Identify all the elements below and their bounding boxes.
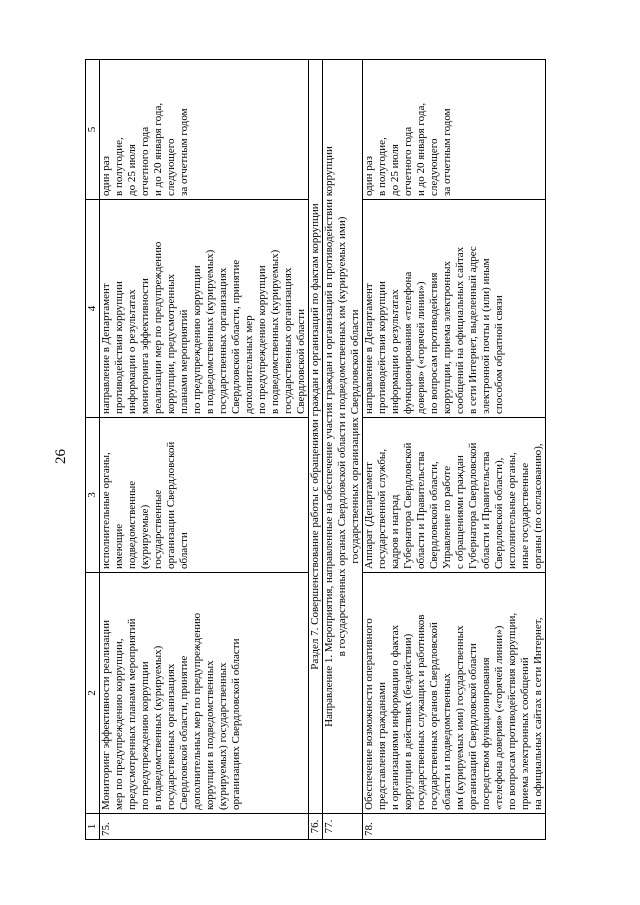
row-number: 78. <box>363 814 546 840</box>
table-row-77 <box>323 60 363 840</box>
deadline-cell: один раз в полугодие, до 25 июля отчетного года и до 20 января года, следующего за отчетным годом <box>363 60 546 200</box>
rotated-table-frame <box>85 60 544 840</box>
row-number: 75. <box>100 814 309 840</box>
result-cell: направление в Департамент противодействия коррупции информации о результатах функционирования «телефона доверия» («горячей линии») по вопросам противодействия коррупции, приема электронных сообщений на официальных сайтах в сети Интернет, выделенный адрес электронной почты и (или) иным способом обратной связи <box>363 200 546 418</box>
table-row-75 <box>100 60 309 840</box>
table-row-78 <box>363 60 546 840</box>
header-col-4: 4 <box>86 200 100 418</box>
header-col-2: 2 <box>86 573 100 814</box>
header-col-5: 5 <box>86 60 100 200</box>
section-title: Раздел 7. Совершенствование работы с обращениями граждан и организаций по фактам коррупции <box>309 60 323 814</box>
direction-title: Направление 1. Мероприятия, направленные на обеспечение участия граждан и организаций в противодействии коррупции в государственных органах Свердловской области и подведомственных им (курируемых ими) государственных организациях Свердловской области <box>323 60 363 814</box>
deadline-cell: один раз в полугодие, до 25 июля отчетного года и до 20 января года, следующего за отчетным годом <box>100 60 309 200</box>
measure-cell: Обеспечение возможности оперативного представления гражданами и организациями информации о фактах коррупции в действиях (бездействии) государственных служащих и работников государственных органов Свердловской области и подведомственных им (курируемых ими) государственных организаций Свердловской области посредством функционирования «телефона доверия» («горячей линии») по вопросам противодействия коррупции, приема электронных сообщений на официальных сайтах в сети Интернет, <box>363 573 546 814</box>
table-header-row <box>86 60 100 840</box>
measures-table <box>85 60 544 840</box>
executors-cell: Аппарат (Департамент государственной службы, кадров и наград Губернатора Свердловской области и Правительства Свердловской области, Управление по работе с обращениями граждан Губернатора Свердловской области и Правительства Свердловской области), исполнительные органы, иные государственные органы (по согласованию), <box>363 418 546 573</box>
row-number: 77. <box>323 814 363 840</box>
table-row-76 <box>309 60 323 840</box>
result-cell: направление в Департамент противодействия коррупции информации о результатах мониторинга эффективности реализации мер по предупреждению коррупции, предусмотренных планами мероприятий по предупреждению коррупции в подведомственных (курируемых) государственных организациях Свердловской области, принятие дополнительных мер по предупреждению коррупции в подведомственных (курируемых) государственных организациях Свердловской области <box>100 200 309 418</box>
header-col-1: 1 <box>86 814 100 840</box>
page-number: 26 <box>53 449 69 464</box>
executors-cell: исполнительные органы, имеющие подведомственные (курируемые) государственные организации Свердловской области <box>100 418 309 573</box>
header-col-3: 3 <box>86 418 100 573</box>
measure-cell: Мониторинг эффективности реализации мер по предупреждению коррупции, предусмотренных планами мероприятий по предупреждению коррупции в подведомственных (курируемых) государственных организациях Свердловской области, принятие дополнительных мер по предупреждению коррупции в подведомственных (курируемых) государственных организациях Свердловской области <box>100 573 309 814</box>
row-number: 76. <box>309 814 323 840</box>
